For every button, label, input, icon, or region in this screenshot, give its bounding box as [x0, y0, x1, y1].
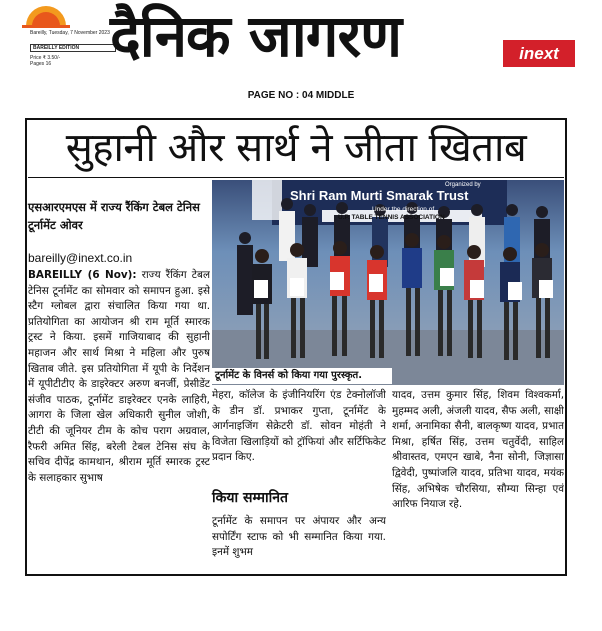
- article-column-2: मेहरा, कॉलेज के इंजीनियरिंग एंड टेक्नोलॉजी के डीन डॉ. प्रभाकर गुप्ता, टूर्नामेंट के आर्गनाइजिंग सेक्रेटरी डॉ. सोवन मोहंती ने विजेता खिलाड़ियों को ट्रॉफियां और सर्टिफिकेट प्रदान किए.: [212, 389, 386, 464]
- column-1-text: राज्य रैंकिंग टेबल टेनिस टूर्नामेंट का सोमवार को समापन हुआ. इसे स्टैग ग्लोबल द्वारा संचालित किया गया था. प्रतियोगिता का आयोजन श्री राम मूर्ति स्मारक ट्रस्ट ने किया. इसमें गाजियाबाद की सुहानी महाजन और सार्थ मिश्रा ने महिला और पुरुष खिताब जीते. इस प्रतियोगिता में यूपी के निर्देशन में यूपीटीटीए के डाइरेक्टर अरुण बनर्जी, प्रेसीडेंट संजीव पाठक, टूर्नामेंट डाइरेक्टर एनके लाहिरी, आगरा के जिला खेल अधिकारी सुनील जोशी, टीटी की जूनियर टीम के कोच पराग अग्रवाल, रैफरी अमित सिंह, बरेली टेबल टेनिस संघ के सचिव दीपेंद्र कामथान, श्रीराम मूर्ति स्मारक ट्रस्ट के सलाहकार सुभाष: [28, 269, 210, 484]
- masthead-city-date: Bareilly, Tuesday, 7 November 2023: [30, 30, 110, 36]
- article-column-2b: टूर्नामेंट के समापन पर अंपायर और अन्य सपोर्टिंग स्टाफ को भी सम्मानित किया गया. इनमें शुभम: [212, 515, 386, 559]
- banner-trust-name: Shri Ram Murti Smarak Trust: [290, 188, 469, 203]
- masthead-edition: BAREILLY EDITION: [30, 44, 116, 52]
- page-label: PAGE NO : 04 MIDDLE: [247, 90, 355, 101]
- article-subhead: किया सम्मानित: [212, 490, 289, 506]
- banner-association: U.P. TABLE TENNIS ASSOCIATION: [338, 214, 445, 221]
- sun-logo-icon: [22, 2, 70, 28]
- article-column-3: यादव, उत्तम कुमार सिंह, शिवम विश्वकर्मा, मुहम्मद अली, अंजली यादव, सैफ अली, साक्षी शर्मा, अनामिका सैनी, बालकृष्ण यादव, प्रभात मिश्रा, हर्षित सिंह, उत्तम चतुर्वेदी, साहिल श्रीवास्तव, एमएन खाबे, नैना सोनी, जिज्ञासा द्विवेदी, पुष्पांजलि यादव, प्रतिभा यादव, मयंक सिंह, अभिषेक चौरसिया, सौम्या सिन्हा एवं आरिफ नियाज रहे.: [392, 389, 564, 511]
- article-headline: सुहानी और सार्थ ने जीता खिताब: [65, 125, 527, 171]
- photo-caption: टूर्नामेंट के विनर्स को किया गया पुरस्कृत.: [212, 368, 392, 384]
- dateline: BAREILLY (6 Nov):: [28, 269, 137, 281]
- banner-guidance: Under the direction of: [372, 206, 435, 213]
- article-column-1: [28, 268, 210, 572]
- headline-divider: [28, 177, 564, 178]
- masthead-pages: Pages 16: [30, 61, 52, 67]
- masthead-price: Price ₹ 3.50/-: [30, 55, 61, 61]
- masthead-title: दैनिक जागरण: [110, 2, 402, 70]
- article-subheadline: एसआरएमएस में राज्य रैंकिंग टेबल टेनिस टूर्नामेंट ओवर: [28, 200, 200, 232]
- inext-logo: inext: [503, 40, 575, 67]
- reporter-email: bareilly@inext.co.in: [28, 251, 133, 265]
- banner-organized-by: Organized by: [445, 182, 481, 188]
